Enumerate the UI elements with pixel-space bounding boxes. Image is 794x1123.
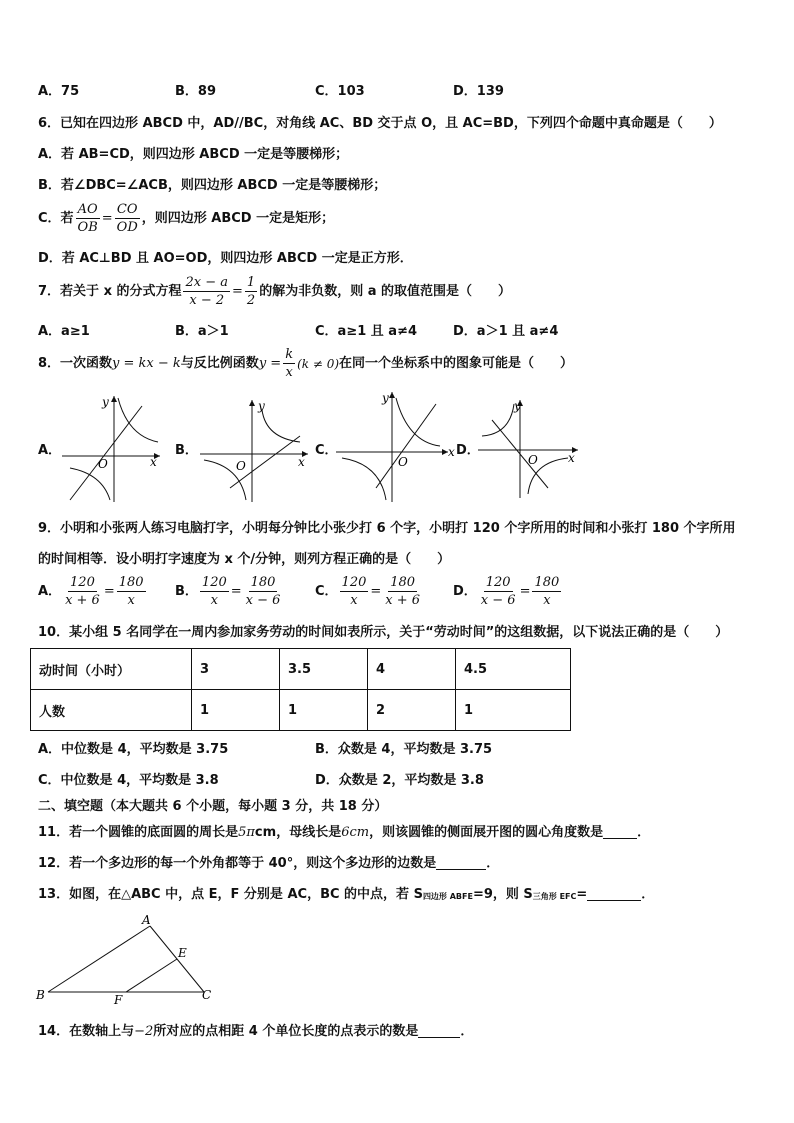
svg-text:y: y [514, 399, 521, 413]
graph-d [478, 396, 580, 500]
svg-text:E: E [178, 946, 187, 960]
svg-text:x: x [150, 455, 157, 469]
svg-text:C: C [202, 988, 212, 1002]
q9-option-b: B． $\frac{120}{x}$ = $\frac{180}{x - 6}$ [175, 575, 281, 608]
fraction-k-x: $\frac{k}{x}$ [285, 347, 294, 380]
labor-time-table [30, 648, 571, 731]
q7-option-d: D．a＞1 且 a≠4 [453, 324, 559, 339]
q8-option-d: D． [456, 443, 480, 458]
graph-b [200, 396, 310, 504]
q10-stem: 10．某小组 5 名同学在一周内参加家务劳动的时间如表所示，关于“劳动时间”的这组数据，以下说法正确的是（ ） [38, 625, 729, 640]
q5-option-b: B．89 [175, 84, 216, 99]
q7-option-b: B．a＞1 [175, 324, 229, 339]
svg-text:O: O [236, 459, 246, 473]
q9-option-d: D． $\frac{120}{x - 6}$ = $\frac{180}{x}$ [453, 575, 560, 608]
q13-stem: 13．如图，在△ABC 中，点 E，F 分别是 AC，BC 的中点，若 S 四边形 ABFE =9，则 S 三角形 EFC = ． [38, 887, 655, 902]
q9-option-a: A． $\frac{120}{x + 6}$ = $\frac{180}{x}$ [38, 575, 144, 608]
svg-text:F: F [114, 993, 123, 1007]
answer-blank[interactable] [436, 857, 486, 870]
q8-option-b: B． [175, 443, 198, 458]
q10-option-d: D．众数是 2，平均数是 3.8 [315, 773, 484, 788]
svg-text:A: A [142, 913, 151, 927]
svg-text:x: x [568, 451, 575, 465]
svg-text:x: x [448, 445, 455, 459]
q10-option-a: A．中位数是 4，平均数是 3.75 [38, 742, 229, 757]
q6-option-d: D．若 AC⊥BD 且 AO=OD，则四边形 ABCD 一定是正方形． [38, 251, 413, 266]
fraction-2x-a: $\frac{2x - a}{x - 2}$ [185, 275, 228, 308]
svg-text:B: B [36, 988, 45, 1002]
svg-text:O: O [398, 455, 408, 469]
q7-option-c: C．a≥1 且 a≠4 [315, 324, 418, 339]
svg-text:x: x [298, 455, 305, 469]
q10-option-c: C．中位数是 4，平均数是 3.8 [38, 773, 219, 788]
q8-stem: 8．一次函数 y = kx − k 与反比例函数 y = $\frac{k}{x}$ (k ≠ 0) 在同一个坐标系中的图象可能是（ ） [38, 347, 574, 380]
q7-stem: 7．若关于 x 的分式方程 $\frac{2x - a}{x - 2}$ = $\frac{1}{2}$ 的解为非负数，则 a 的取值范围是（ ） [38, 275, 512, 308]
triangle-figure [34, 912, 224, 1008]
graph-a [62, 392, 162, 504]
q9-line1: 9．小明和小张两人练习电脑打字，小明每分钟比小张少打 6 个字，小明打 120 个字所用的时间和小张打 180 个字所用 [38, 521, 736, 536]
table-row: 人数 1 1 2 1 [31, 690, 571, 731]
answer-blank[interactable] [587, 888, 641, 901]
fraction-co-od: $\frac{CO}{OD}$ [116, 202, 138, 235]
svg-text:O: O [98, 457, 108, 471]
svg-text:y: y [258, 399, 265, 413]
answer-blank[interactable] [603, 826, 637, 839]
q5-option-d: D．139 [453, 84, 504, 99]
q9-option-c: C． $\frac{120}{x}$ = $\frac{180}{x + 6}$ [315, 575, 421, 608]
q5-option-a: A．75 [38, 84, 80, 99]
q10-option-b: B．众数是 4，平均数是 3.75 [315, 742, 493, 757]
q6-option-a: A．若 AB=CD，则四边形 ABCD 一定是等腰梯形； [38, 147, 349, 162]
q8-option-a: A． [38, 443, 62, 458]
svg-text:O: O [528, 453, 538, 467]
svg-text:y: y [102, 395, 109, 409]
q7-option-a: A．a≥1 [38, 324, 90, 339]
graph-c [336, 388, 456, 504]
q6-stem: 6．已知在四边形 ABCD 中，AD//BC，对角线 AC、BD 交于点 O，且 AC=BD，下列四个命题中真命题是（ ） [38, 116, 722, 131]
table-row: 动时间（小时） 3 3.5 4 4.5 [31, 649, 571, 690]
q12-stem: 12．若一个多边形的每一个外角都等于 40°，则这个多边形的边数是 ． [38, 856, 500, 871]
q5-option-c: C．103 [315, 84, 365, 99]
fraction-half: $\frac{1}{2}$ [246, 275, 256, 308]
fraction-ao-ob: $\frac{AO}{OB}$ [77, 202, 98, 235]
section-title: 二、填空题（本大题共 6 个小题，每小题 3 分，共 18 分） [38, 799, 388, 814]
answer-blank[interactable] [418, 1025, 460, 1038]
q8-option-c: C． [315, 443, 338, 458]
q9-line2: 的时间相等．设小明打字速度为 x 个/分钟，则列方程正确的是（ ） [38, 552, 451, 567]
svg-text:y: y [382, 391, 389, 405]
q6-option-b: B．若∠DBC=∠ACB，则四边形 ABCD 一定是等腰梯形； [38, 178, 387, 193]
q6-option-c: C．若 $\frac{AO}{OB}$ = $\frac{CO}{OD}$ ，则四边形 ABCD 一定是矩形； [38, 202, 335, 235]
q11-stem: 11．若一个圆锥的底面圆的周长是 5π cm ，母线长是 6cm ，则该圆锥的侧面展开图的圆心角度数是 ． [38, 825, 651, 840]
q14-stem: 14．在数轴上与 −2 所对应的点相距 4 个单位长度的点表示的数是 ． [38, 1024, 474, 1039]
